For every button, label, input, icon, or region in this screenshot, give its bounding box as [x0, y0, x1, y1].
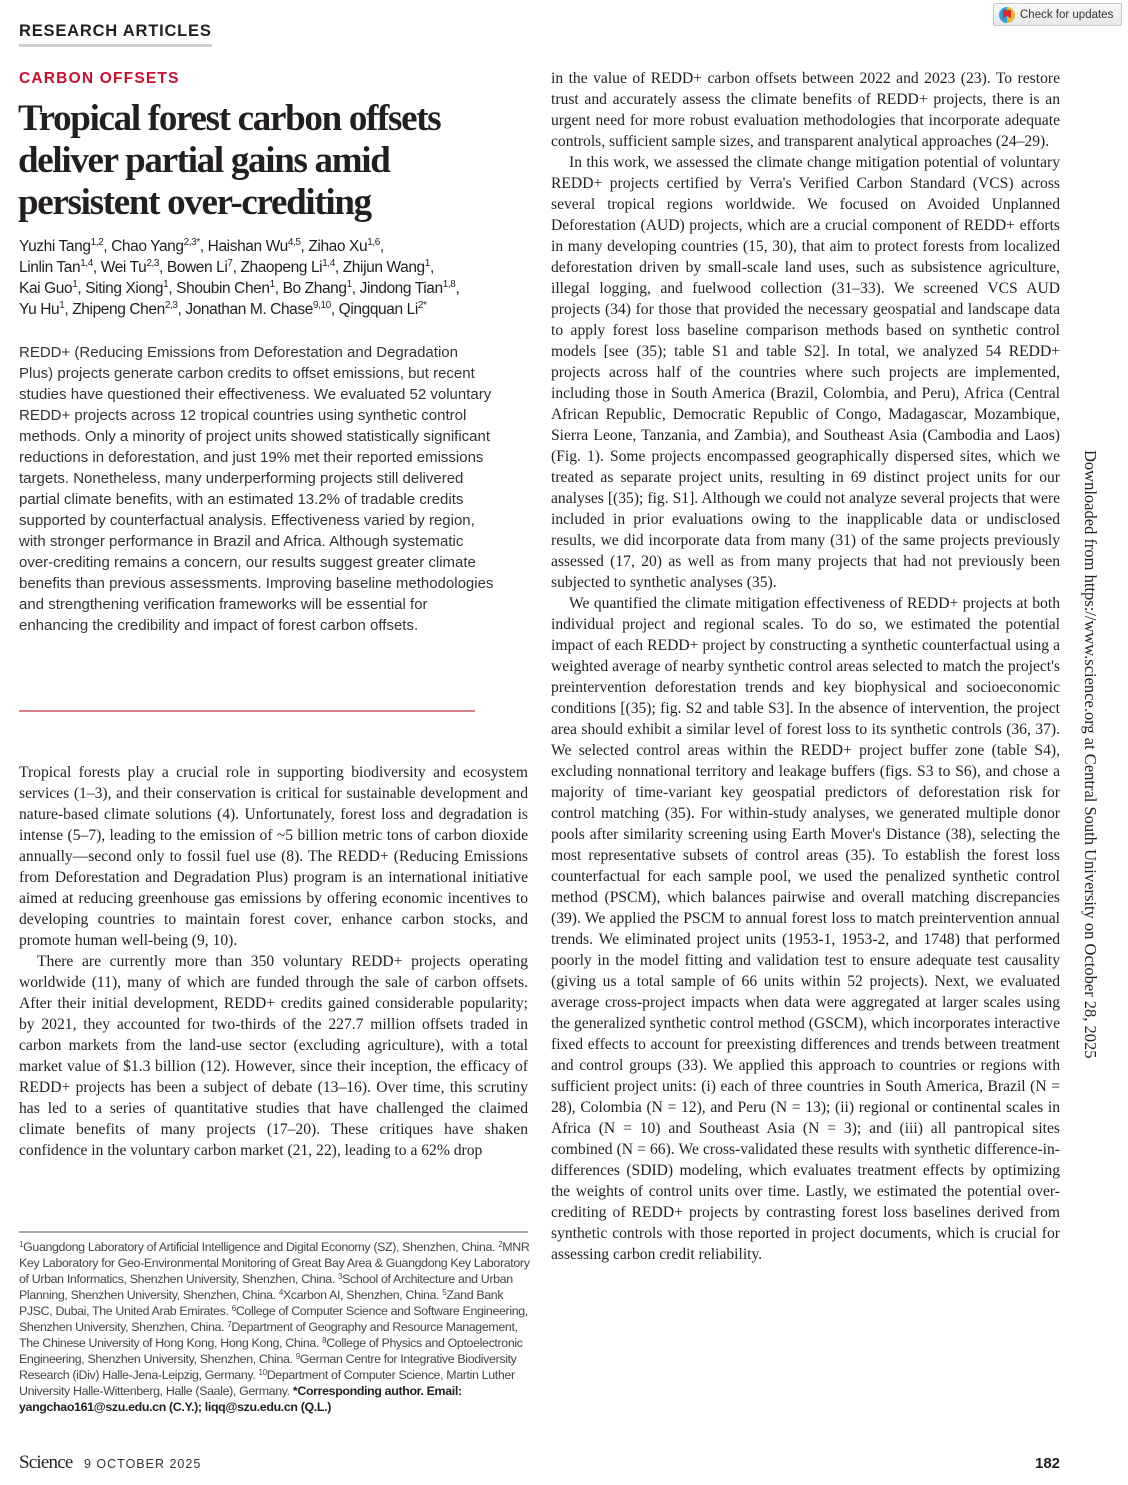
author-name: Zhipeng Chen$^{2,3}$ — [72, 300, 178, 318]
author-affiliation-marker: 1,4 — [322, 258, 335, 269]
author-affiliation-marker: 1,8 — [442, 279, 456, 290]
affiliation-item: $^9$German Centre for Integrative Biodiversity Research (iDiv) Halle-Jena-Leipzig, Germany. — [19, 1352, 517, 1382]
body-column-right — [551, 68, 1060, 1265]
body-paragraph-2-end: in the value of REDD+ carbon offsets between 2022 and 2023 (23). To restore trust and accurately assess the climate benefits of REDD+ projects, there is an urgent need for more robust evaluation methodologies that incorporate adequate controls, sufficient sample sizes, and transparent analytical approaches (24–29). — [551, 70, 1060, 150]
section-label: RESEARCH ARTICLES — [19, 22, 212, 47]
author-name: Yu Hu$^1$ — [19, 300, 65, 318]
author-name: Siting Xiong$^1$ — [85, 279, 169, 297]
author-name: Linlin Tan$^{1,4}$ — [19, 258, 93, 276]
affiliation-item: $^{10}$Department of Computer Science, Martin Luther University Halle-Wittenberg, Halle (Saale), Germany. — [19, 1368, 515, 1398]
author-name: Bowen Li$^7$ — [166, 258, 233, 276]
author-affiliation-marker: 1 — [424, 258, 430, 269]
author-affiliation-marker: 7 — [227, 258, 233, 269]
check-for-updates-button[interactable] — [993, 3, 1122, 26]
abstract: REDD+ (Reducing Emissions from Deforestation and Degradation Plus) projects generate carbon credits to offset emissions, but recent studies have questioned their effectiveness. We evaluated 52 voluntary REDD+ projects across 12 tropical countries using synthetic control methods. Only a minority of project units showed statistically significant reductions in deforestation, and just 19% met their reported emissions targets. Nonetheless, many underperforming projects still delivered partial climate benefits, with an estimated 13.2% of tradable credits supported by counterfactual analysis. Effectiveness varied by region, with stronger performance in Brazil and Africa. Although systematic over-crediting remains a concern, our results suggest greater climate benefits than previous assessments. Improving baseline methodologies and strengthening verification frameworks will be essential for enhancing the credibility and impact of forest carbon offsets. — [19, 344, 494, 634]
affiliation-item: $^5$Zand Bank PJSC, Dubai, The United Arab Emirates. — [19, 1288, 504, 1318]
author-affiliation-marker: 1 — [72, 279, 78, 290]
author-affiliation-marker: 9,10 — [312, 300, 331, 311]
journal-logo: Science — [19, 1452, 73, 1473]
author-name: Shoubin Chen$^1$ — [176, 279, 275, 297]
author-affiliation-marker: 1 — [269, 279, 275, 290]
author-name: Zhijun Wang$^1$ — [342, 258, 430, 276]
author-name: Chao Yang$^{2,3*}$ — [111, 237, 200, 255]
affiliation-item: $^6$College of Computer Science and Software Engineering, Shenzhen University, Shenzhen, China. — [19, 1304, 528, 1334]
author-list: Yuzhi Tang$^{1,2}$, Chao Yang$^{2,3*}$, Haishan Wu$^{4,5}$, Zihao Xu$^{1,6}$, Linlin Tan$^{1,4}$, Wei Tu$^{2,3}$, Bowen Li$^7$, Zhaopeng Li$^{1,4}$, Zhijun Wang$^1$, Kai Guo$^1$, Siting Xiong$^1$, Shoubin Chen$^1$, Bo Zhang$^1$, Jindong Tian$^{1,8}$, Yu Hu$^1$, Zhipeng Chen$^{2,3}$, Jonathan M. Chase$^{9,10}$, Qingquan $Li^{2*}$ — [19, 237, 460, 318]
affiliation-item: $^8$College of Physics and Optoelectronic Engineering, Shenzhen University, Shenzhen, China. — [19, 1336, 523, 1366]
affiliation-item: $^3$School of Architecture and Urban Planning, Shenzhen University, Shenzhen, China. — [19, 1272, 513, 1302]
author-affiliation-marker: 2,3* — [183, 237, 200, 248]
issue-date: 9 OCTOBER 2025 — [84, 1457, 202, 1471]
body-paragraph-2-start: There are currently more than 350 voluntary REDD+ projects operating worldwide (11), many of which are funded through the sale of carbon offsets. After their initial development, REDD+ credits gained considerable popularity; by 2021, they accounted for two-thirds of the 227.7 million offsets traded in carbon markets from the land-use sector (excluding agriculture), with a total market value of $1.3 billion (12). However, since their inception, the efficacy of REDD+ projects has been a subject of debate (13–16). Over time, this scrutiny has led to a series of quantitative studies that have challenged the claimed climate benefits of many projects (17–20). These critiques have shaken confidence in the voluntary carbon market (21, 22), leading to a 62% drop — [19, 953, 528, 1159]
affiliation-item: $^4$Xcarbon AI, Shenzhen, China. — [278, 1288, 443, 1302]
author-name: Zihao Xu$^{1,6}$ — [308, 237, 380, 255]
body-paragraph-1: Tropical forests play a crucial role in supporting biodiversity and ecosystem services (1–3), and their conservation is critical for sustainable development and nature-based climate solutions (4). Unfortunately, forest loss and degradation is intense (5–7), leading to the emission of ~5 billion metric tons of carbon dioxide annually—second only to fossil fuel use (8). The REDD+ (Reducing Emissions from Deforestation and Degradation Plus) program is an international initiative aimed at reducing greenhouse gas emissions by offering economic incentives to developing countries to maintain forest cover, enhance carbon stocks, and promote human well-being (9, 10). — [19, 764, 528, 949]
author-affiliation-marker: 4,5 — [287, 237, 301, 248]
author-affiliation-marker: 1,2 — [90, 237, 104, 248]
affiliations — [19, 1239, 531, 1415]
affiliation-item: $^1$Guangdong Laboratory of Artificial Intelligence and Digital Economy (SZ), Shenzhen, China. — [19, 1240, 499, 1254]
author-name: Kai Guo$^1$ — [19, 279, 78, 297]
author-name: Bo Zhang$^1$ — [282, 279, 352, 297]
author-affiliation-marker: 1,6 — [367, 237, 380, 248]
body-paragraph-3: In this work, we assessed the climate change mitigation potential of voluntary REDD+ projects certified by Verra's Verified Carbon Standard (VCS) across several tropical regions worldwide. We focused on Avoided Unplanned Deforestation (AUD) projects, which are a crucial component of REDD+ efforts in many developing countries (15, 30), that aim to protect forests from localized deforestation driven by small-scale land uses, such as subsistence agriculture, illegal logging, and fuelwood collection (31–33). We screened VCS AUD projects (34) for those that provided the necessary geospatial and landscape data to apply forest loss baseline comparison methods based on synthetic control models [see (35); table S1 and table S2]. In total, we analyzed 54 REDD+ projects across half of the countries where such projects are implemented, including those in South America (Brazil, Colombia, and Peru), Africa (Central African Republic, Democratic Republic of Congo, Madagascar, Mozambique, Sierra Leone, Tanzania, and Zambia), and Southeast Asia (Cambodia and Laos) (Fig. 1). Some projects encompassed geographically dispersed sites, which we treated as separate project units, resulting in 69 distinct project units for our analyses [(35); fig. S1]. Although we could not analyze several projects that were included in prior evaluations owing to the inapplicable data or undisclosed results, we did incorporate data from many (31) of the same projects previously assessed (17, 20) as well as from many projects that had not previously been subjected to synthetic analyses (35). — [551, 154, 1060, 591]
body-paragraph-4: We quantified the climate mitigation effectiveness of REDD+ projects at both individual project and regional scales. To do so, we estimated the potential impact of each REDD+ project by constructing a synthetic counterfactual using a weighted average of nearby synthetic control areas selected to match the project's preintervention deforestation trends and key biophysical and socioeconomic conditions [(35); fig. S2 and table S3]. In the absence of intervention, the project area should exhibit a similar level of forest loss to its synthetic controls (36, 37). We selected control areas within the REDD+ project buffer zone (table S4), excluding nonnational territory and leakage buffers (figs. S3 to S6), and chose a majority of time-variant key geospatial predictors of deforestation risk for control matching (35). For within-study analyses, we generated multiple donor pools after similarity screening using Earth Mover's Distance (38), selecting the most representative subsets of control areas (35). To establish the forest loss counterfactual for each sample pool, we used the penalized synthetic control method (PSCM), which balances pairwise and overall matching discrepancies (39). We applied the PSCM to annual forest loss to match preintervention annual trends. We eliminated project units (1953-1, 1953-2, and 1748) that performed poorly in the model fitting and validation test to ensure adequate test causality (giving us a total sample of 66 units within 52 projects). Next, we evaluated average cross-project impacts when data were aggregated at larger scales using the generalized synthetic control method (GSCM), which incorporates interactive fixed effects to account for preexisting differences and trends between treatment and control groups (33). We applied this approach to countries or regions with sufficient project units: (i) each of three countries in South America, Brazil (N = 28), Colombia (N = 12), and Peru (N = 13); (ii) regional or continental scales in Africa (N = 10) and Southeast Asia (N = 3); and (iii) all pantropical sites combined (N = 66). We cross-validated these results with synthetic difference-in-differences (SDID) modeling, which evaluates treatment effects by optimizing the weights of control units over time. Lastly, we estimated the potential over-crediting of REDD+ projects by contrasting forest loss baselines derived from synthetic controls with those reported in project documents, which is crucial for assessing carbon credit reliability. — [551, 595, 1060, 1263]
body-column-left — [19, 762, 528, 1161]
crossmark-icon — [999, 7, 1015, 23]
corresponding-author: *Corresponding author. Email: yangchao161@szu.edu.cn (C.Y.); liqq@szu.edu.cn (Q.L.) — [19, 1384, 462, 1414]
author-affiliation-marker: 1 — [59, 300, 65, 311]
author-name: Jonathan M. Chase$^{9,10}$ — [185, 300, 331, 318]
page-number: 182 — [1035, 1455, 1061, 1472]
article-kicker: CARBON OFFSETS — [19, 70, 180, 87]
article-title: Tropical forest carbon offsets deliver partial gains amid persistent over-crediting — [18, 98, 441, 223]
affiliations-divider — [19, 1231, 528, 1233]
author-affiliation-marker: 1 — [346, 279, 352, 290]
author-name: Yuzhi Tang$^{1,2}$ — [19, 237, 104, 255]
author-affiliation-marker: 2* — [417, 300, 427, 311]
author-name: Haishan Wu$^{4,5}$ — [207, 237, 301, 255]
affiliation-item: $^7$Department of Geography and Resource Management, The Chinese University of Hong Kong, Hong Kong, China. — [19, 1320, 518, 1350]
check-for-updates-label: Check for updates — [1020, 8, 1114, 21]
author-affiliation-marker: 2,3 — [164, 300, 178, 311]
author-affiliation-marker: 1 — [163, 279, 169, 290]
author-name: Wei Tu$^{2,3}$ — [100, 258, 160, 276]
author-name: Zhaopeng Li$^{1,4}$ — [240, 258, 335, 276]
affiliation-item: $^2$MNR Key Laboratory for Geo-Environmental Monitoring of Great Bay Area & Guangdong Key Laboratory of Urban Informatics, Shenzhen University, Shenzhen, China. — [19, 1240, 530, 1286]
author-affiliation-marker: 2,3 — [146, 258, 160, 269]
author-name: Jindong Tian$^{1,8}$ — [359, 279, 456, 297]
download-watermark: Downloaded from https://www.science.org at Central South University on October 28, 2025 — [1081, 450, 1100, 1059]
abstract-divider — [19, 710, 475, 712]
author-name: Qingquan $Li^{2*}$ — [338, 300, 427, 318]
author-affiliation-marker: 1,4 — [80, 258, 93, 269]
